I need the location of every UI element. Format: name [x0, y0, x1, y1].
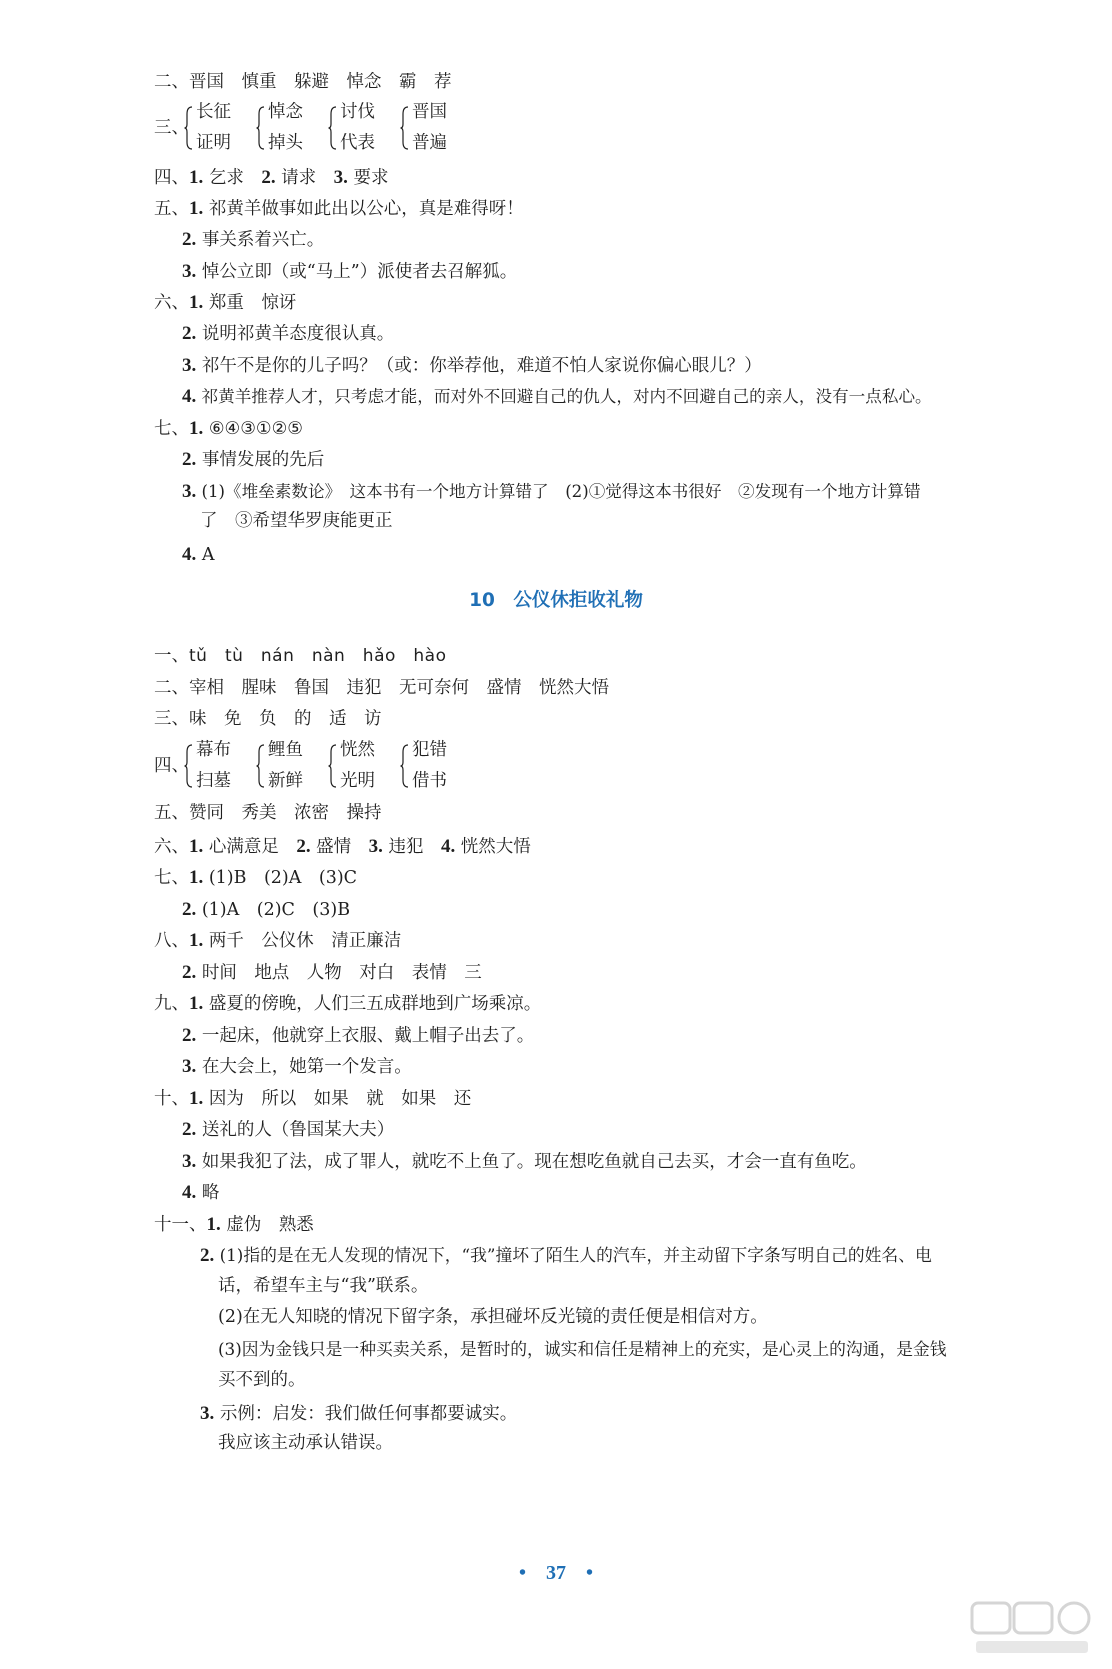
word-a: 幕布	[196, 740, 231, 760]
brace-icon	[184, 744, 193, 788]
answer-line: 十一、1. 虚伪 熟悉	[154, 1214, 314, 1235]
answer-line: 一、tǔ tù nán nàn hǎo hào	[154, 646, 447, 666]
word-a: 讨伐	[340, 102, 375, 122]
question-number: 四、	[154, 756, 189, 776]
word-a: 晋国	[412, 102, 447, 122]
answer-line: 2. 一起床，他就穿上衣服、戴上帽子出去了。	[182, 1025, 535, 1046]
brace-icon	[400, 106, 409, 150]
answer-line: 4. 祁黄羊推荐人才，只考虑才能，而对外不回避自己的仇人，对内不回避自己的亲人，没有一点私心。	[182, 386, 932, 407]
answer-line: 3. 示例：启发：我们做任何事都要诚实。	[200, 1403, 518, 1424]
brace-icon	[184, 106, 193, 150]
answer-line: 六、1. 心满意足 2. 盛情 3. 违犯 4. 恍然大悟	[154, 836, 531, 857]
answer-line: 二、晋国 慎重 躲避 悼念 霸 荐	[154, 72, 452, 92]
word-b: 新鲜	[268, 771, 303, 791]
page-number: • 37 •	[518, 1562, 594, 1584]
brace-icon	[328, 106, 337, 150]
answer-line: 2. 时间 地点 人物 对白 表情 三	[182, 962, 482, 983]
answer-line: 十、1. 因为 所以 如果 就 如果 还	[154, 1088, 472, 1109]
answer-line: 2. (1)指的是在无人发现的情况下，“我”撞坏了陌生人的汽车，并主动留下字条写明自己的姓名、电	[200, 1245, 932, 1266]
answer-line: 4. A	[182, 544, 215, 565]
word-b: 证明	[196, 133, 231, 153]
answer-line: 五、赞同 秀美 浓密 操持	[154, 803, 382, 823]
brace-icon	[400, 744, 409, 788]
answer-line: 三、味 免 负 的 适 访	[154, 709, 382, 729]
answer-line: (2)在无人知晓的情况下留字条，承担碰坏反光镜的责任便是相信对方。	[218, 1307, 768, 1327]
answer-line: 3. 在大会上，她第一个发言。	[182, 1056, 412, 1077]
answer-line: 2. (1)A (2)C (3)B	[182, 899, 351, 920]
word-b: 光明	[340, 771, 375, 791]
answer-line: 了 ③希望华罗庚能更正	[200, 511, 393, 531]
brace-icon	[256, 744, 265, 788]
answer-line: 2. 送礼的人（鲁国某大夫）	[182, 1119, 395, 1140]
word-b: 代表	[340, 133, 375, 153]
answer-line: 八、1. 两千 公仪休 清正廉洁	[154, 930, 402, 951]
word-a: 长征	[196, 102, 231, 122]
section-title: 10 公仪休拒收礼物	[469, 590, 643, 611]
answer-line: 六、1. 郑重 惊讶	[154, 292, 297, 313]
watermark-logo	[968, 1597, 1096, 1659]
answer-line: 3. 如果我犯了法，成了罪人，就吃不上鱼了。现在想吃鱼就自己去买，才会一直有鱼吃。	[182, 1151, 867, 1172]
word-b: 借书	[412, 771, 447, 791]
answer-line: 四、1. 乞求 2. 请求 3. 要求	[154, 167, 389, 188]
answer-line: 二、宰相 腥味 鲁国 违犯 无可奈何 盛情 恍然大悟	[154, 678, 609, 698]
word-b: 扫墓	[196, 771, 231, 791]
answer-line: 话，希望车主与“我”联系。	[218, 1276, 429, 1296]
answer-line: 九、1. 盛夏的傍晚，人们三五成群地到广场乘凉。	[154, 993, 542, 1014]
answer-line: 买不到的。	[218, 1370, 306, 1390]
answer-line: 我应该主动承认错误。	[218, 1433, 393, 1453]
answer-line: 3. (1)《堆垒素数论》 这本书有一个地方计算错了 (2)①觉得这本书很好 ②发现有一个地方计算错	[182, 481, 921, 502]
answer-line: 2. 事情发展的先后	[182, 449, 325, 470]
word-b: 普遍	[412, 133, 447, 153]
word-a: 悼念	[268, 102, 303, 122]
word-b: 掉头	[268, 133, 303, 153]
brace-icon	[328, 744, 337, 788]
word-a: 鲤鱼	[268, 740, 303, 760]
question-number: 三、	[154, 118, 189, 138]
answer-line: 3. 祁午不是你的儿子吗？（或：你举荐他，难道不怕人家说你偏心眼儿？）	[182, 355, 762, 376]
answer-line: 七、1. ⑥④③①②⑤	[154, 418, 303, 439]
answer-line: 五、1. 祁黄羊做事如此出以公心，真是难得呀！	[154, 198, 524, 219]
answer-line: 2. 说明祁黄羊态度很认真。	[182, 323, 395, 344]
word-a: 犯错	[412, 740, 447, 760]
answer-line: 2. 事关系着兴亡。	[182, 229, 325, 250]
answer-line: 七、1. (1)B (2)A (3)C	[154, 867, 358, 888]
answer-line: 3. 悼公立即（或“马上”）派使者去召解狐。	[182, 261, 518, 282]
word-a: 恍然	[340, 740, 375, 760]
answer-line: (3)因为金钱只是一种买卖关系，是暂时的，诚实和信任是精神上的充实，是心灵上的沟通，是金钱	[218, 1339, 947, 1359]
brace-icon	[256, 106, 265, 150]
answer-line: 4. 略	[182, 1182, 220, 1203]
